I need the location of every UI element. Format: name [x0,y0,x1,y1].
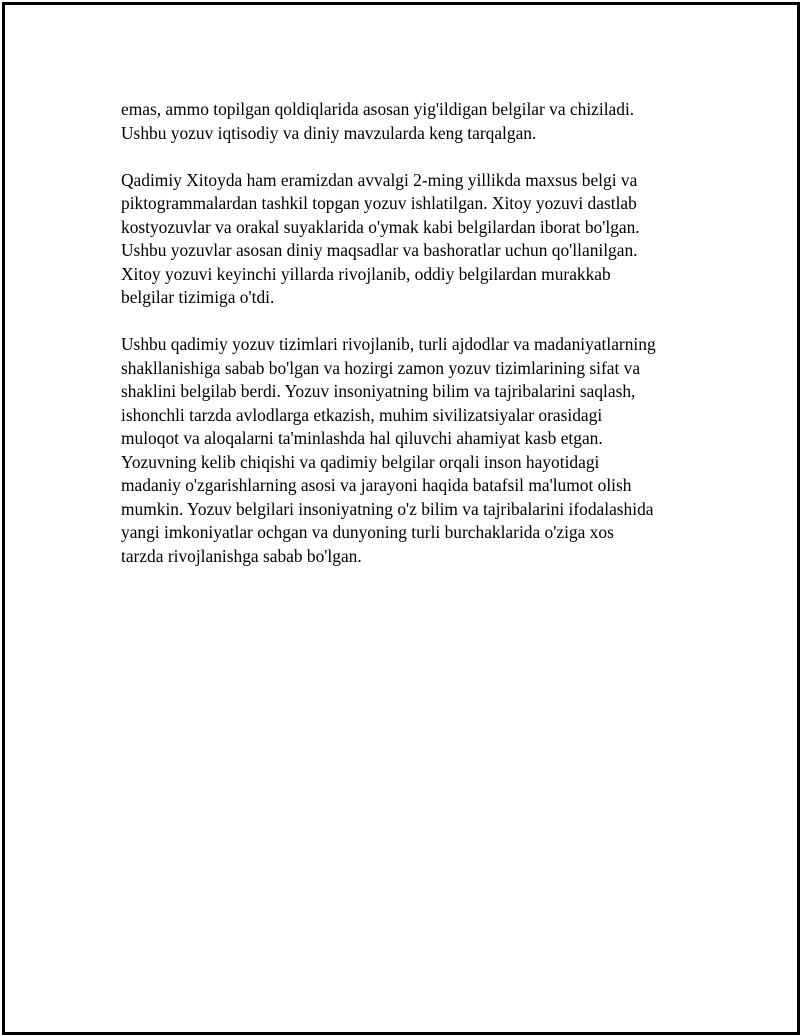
paragraph-1 [121,98,721,145]
paragraph-3 [121,333,721,568]
text-line: Yozuvning kelib chiqishi va qadimiy belgilar orqali inson hayotidagi [121,451,600,472]
page-frame [2,2,800,1035]
text-line: shaklini belgilab berdi. Yozuv insoniyatning bilim va tajribalarini saqlash, [121,381,636,401]
text-line: Ushbu yozuv iqtisodiy va diniy mavzularda keng tarqalgan. [121,122,537,143]
text-line: yangi imkoniyatlar ochgan va dunyoning turli burchaklarida o'ziga xos [121,522,614,542]
text-line: tarzda rivojlanishga sabab bo'lgan. [121,545,362,566]
text-line: piktogrammalardan tashkil topgan yozuv ishlatilgan. Xitoy yozuvi dastlab [121,193,637,213]
text-line: muloqot va aloqalarni ta'minlashda hal qiluvchi ahamiyat kasb etgan. [121,428,603,448]
text-line: Ushbu yozuvlar asosan diniy maqsadlar va bashoratlar uchun qo'llanilgan. [121,240,638,260]
text-line: Qadimiy Xitoyda ham eramizdan avvalgi 2-ming yillikda maxsus belgi va [121,169,638,190]
text-line: kostyozuvlar va orakal suyaklarida o'ymak kabi belgilardan iborat bo'lgan. [121,216,640,237]
text-line: Xitoy yozuvi keyinchi yillarda rivojlanib, oddiy belgilardan murakkab [121,263,611,284]
text-line: Ushbu qadimiy yozuv tizimlari rivojlanib, turli ajdodlar va madaniyatlarning [121,334,656,354]
text-line: shakllanishiga sabab bo'lgan va hozirgi zamon yozuv tizimlarining sifat va [121,357,641,378]
text-line: emas, ammo topilgan qoldiqlarida asosan yig'ildigan belgilar va chiziladi. [121,99,635,119]
paragraph-2 [121,169,721,310]
text-line: mumkin. Yozuv belgilari insoniyatning o'z bilim va tajribalarini ifodalashida [121,498,654,519]
document-body [121,98,721,568]
text-line: belgilar tizimiga o'tdi. [121,287,275,307]
text-line: ishonchli tarzda avlodlarga etkazish, muhim sivilizatsiyalar orasidagi [121,404,603,425]
text-line: madaniy o'zgarishlarning asosi va jarayoni haqida batafsil ma'lumot olish [121,475,632,495]
